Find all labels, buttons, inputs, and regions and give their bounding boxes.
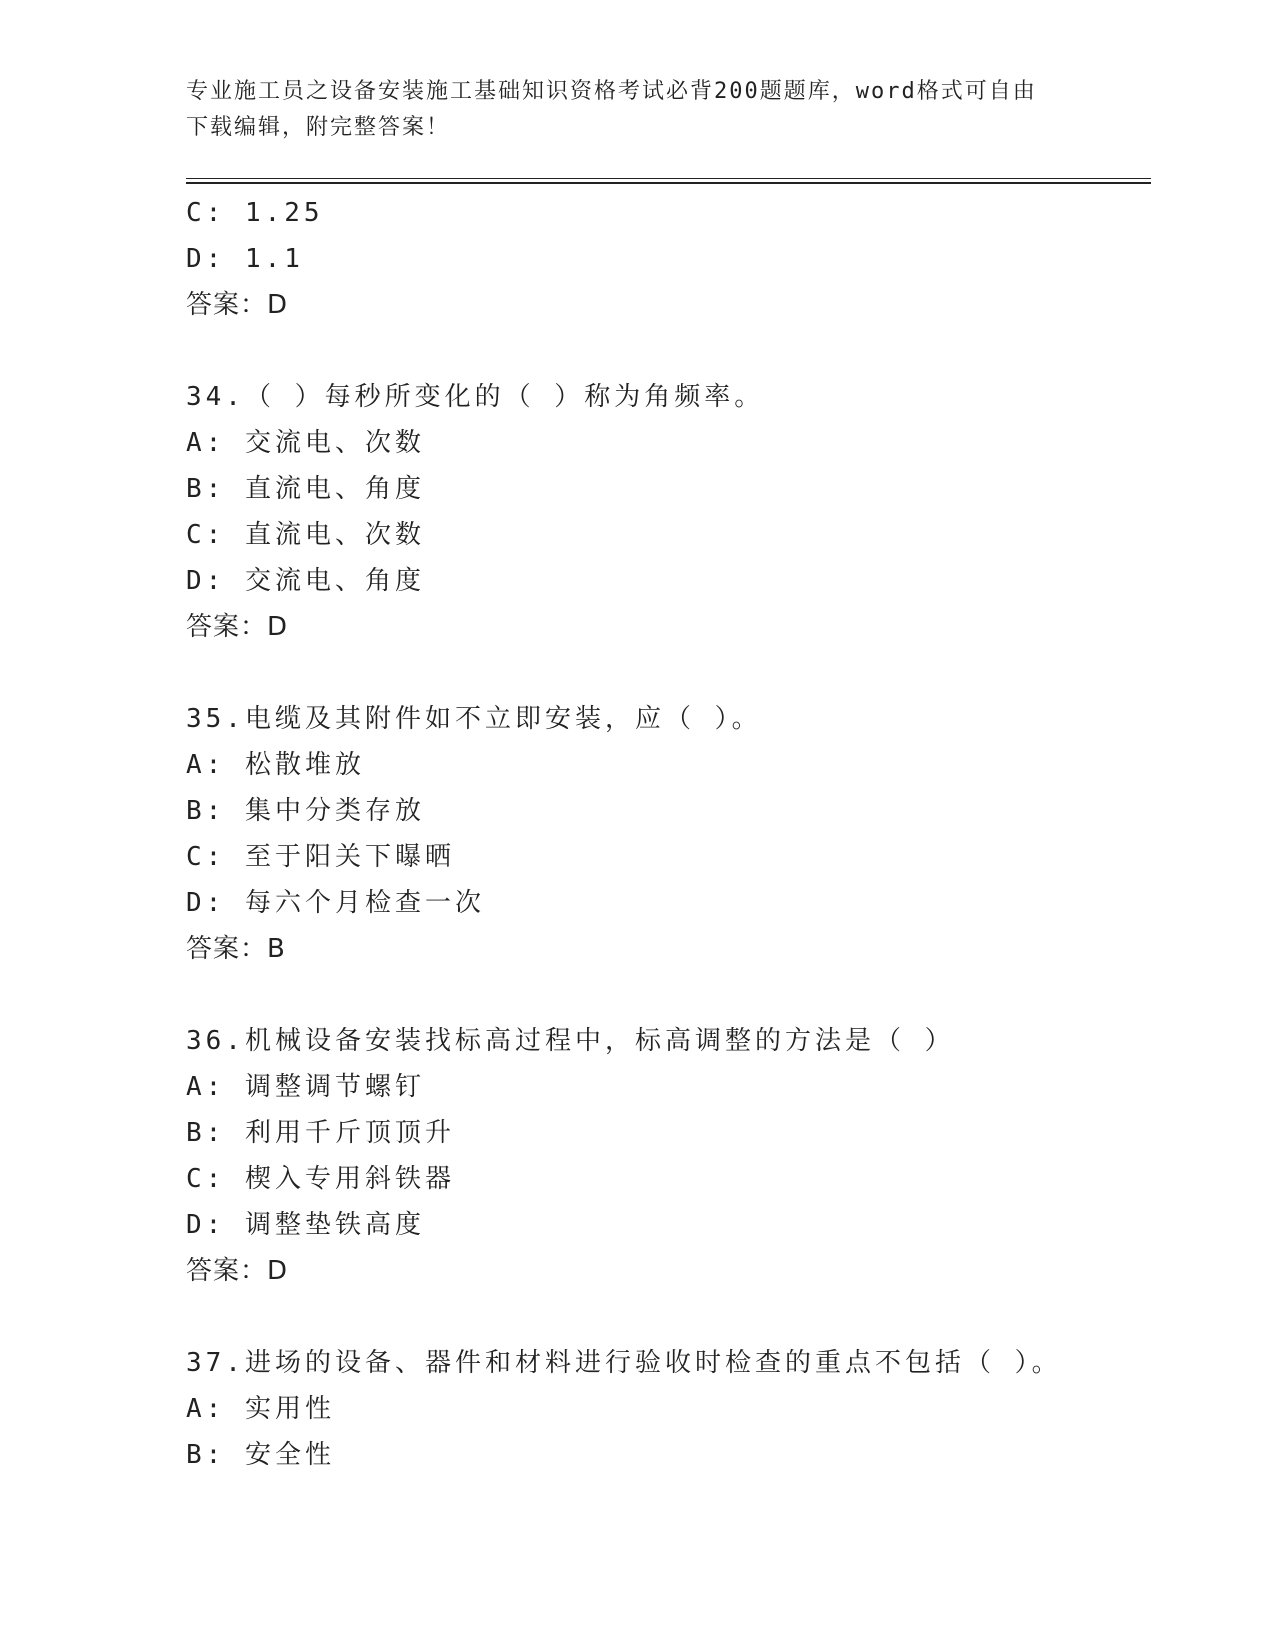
spacer <box>186 328 1146 374</box>
header-line-2: 下载编辑，附完整答案！ <box>186 115 451 140</box>
question-stem: 37.进场的设备、器件和材料进行验收时检查的重点不包括（ ）。 <box>186 1348 1062 1378</box>
header-divider-thin <box>186 178 1151 179</box>
answer-line: 答案：D <box>186 290 289 320</box>
option-d: D: 调整垫铁高度 <box>186 1210 425 1240</box>
option-a: A: 松散堆放 <box>186 750 365 780</box>
question-36 <box>186 1018 1146 1294</box>
answer-line: 答案：B <box>186 934 286 964</box>
question-37 <box>186 1340 1146 1478</box>
header-line-1: 专业施工员之设备安装施工基础知识资格考试必背200题题库，word格式可自由 <box>186 79 1037 104</box>
option-c: C: 至于阳关下曝晒 <box>186 842 455 872</box>
option-a: A: 实用性 <box>186 1394 335 1424</box>
header-divider-thick <box>186 182 1151 184</box>
option-b: B: 利用千斤顶顶升 <box>186 1118 455 1148</box>
option-d: D: 1.1 <box>186 244 304 274</box>
question-34 <box>186 374 1146 650</box>
option-b: B: 安全性 <box>186 1440 335 1470</box>
spacer <box>186 972 1146 1018</box>
question-stem: 35.电缆及其附件如不立即安装，应（ ）。 <box>186 704 762 734</box>
document-header <box>186 74 1086 146</box>
spacer <box>186 650 1146 696</box>
question-list <box>186 190 1146 1478</box>
question-33-tail <box>186 190 1146 328</box>
option-b: B: 集中分类存放 <box>186 796 425 826</box>
question-35 <box>186 696 1146 972</box>
spacer <box>186 1294 1146 1340</box>
option-c: C: 1.25 <box>186 198 324 228</box>
option-c: C: 楔入专用斜铁器 <box>186 1164 455 1194</box>
option-c: C: 直流电、次数 <box>186 520 425 550</box>
answer-line: 答案：D <box>186 1256 289 1286</box>
option-a: A: 交流电、次数 <box>186 428 425 458</box>
option-a: A: 调整调节螺钉 <box>186 1072 425 1102</box>
question-stem: 36.机械设备安装找标高过程中，标高调整的方法是（ ） <box>186 1026 955 1056</box>
option-d: D: 交流电、角度 <box>186 566 425 596</box>
option-d: D: 每六个月检查一次 <box>186 888 485 918</box>
question-stem: 34.（ ）每秒所变化的（ ）称为角频率。 <box>186 382 765 412</box>
answer-line: 答案：D <box>186 612 289 642</box>
option-b: B: 直流电、角度 <box>186 474 425 504</box>
